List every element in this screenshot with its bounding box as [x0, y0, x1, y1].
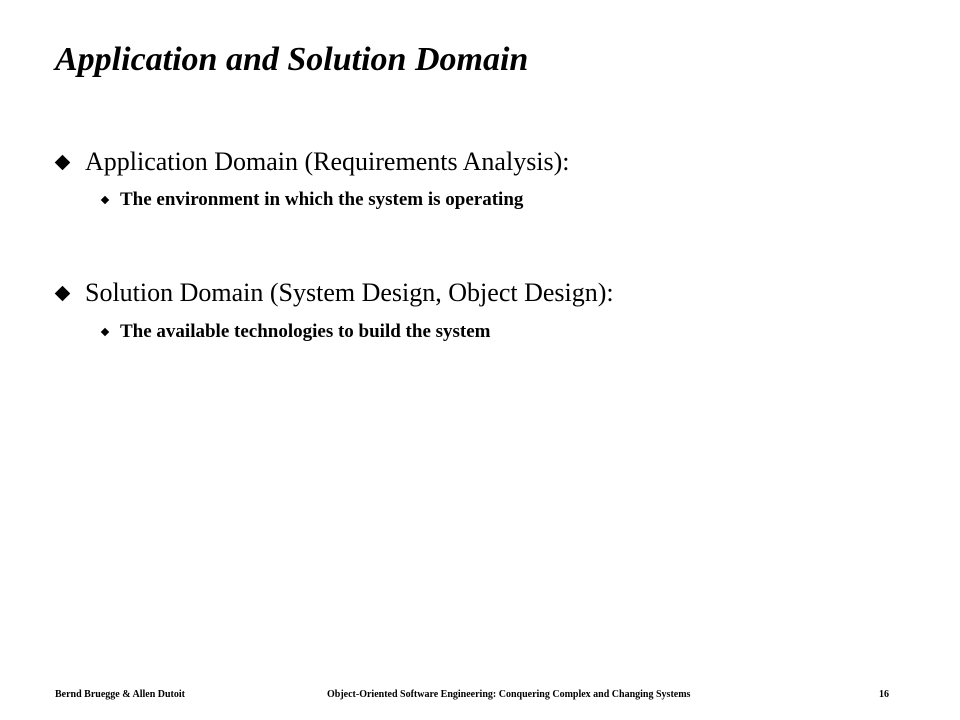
diamond-bullet-icon — [55, 285, 71, 301]
diamond-bullet-icon — [55, 154, 71, 170]
sub-bullet-environment — [100, 187, 523, 213]
diamond-bullet-icon — [101, 328, 109, 336]
sub-bullet-text: The environment in which the system is operating — [120, 189, 524, 210]
bullet-text: Solution Domain (System Design, Object Design): — [85, 278, 614, 307]
diamond-bullet-icon — [101, 196, 109, 204]
bullet-solution-domain — [52, 276, 614, 310]
bullet-text: Application Domain (Requirements Analysis): — [85, 147, 570, 176]
bullet-application-domain — [52, 145, 570, 179]
footer-book-title: Object-Oriented Software Engineering: Conquering Complex and Changing Systems — [327, 689, 691, 700]
footer-authors: Bernd Bruegge & Allen Dutoit — [55, 689, 185, 700]
sub-bullet-text: The available technologies to build the system — [120, 321, 491, 342]
footer-page-number: 16 — [879, 689, 889, 700]
sub-bullet-technologies — [100, 319, 491, 345]
slide-title: Application and Solution Domain — [55, 41, 529, 78]
